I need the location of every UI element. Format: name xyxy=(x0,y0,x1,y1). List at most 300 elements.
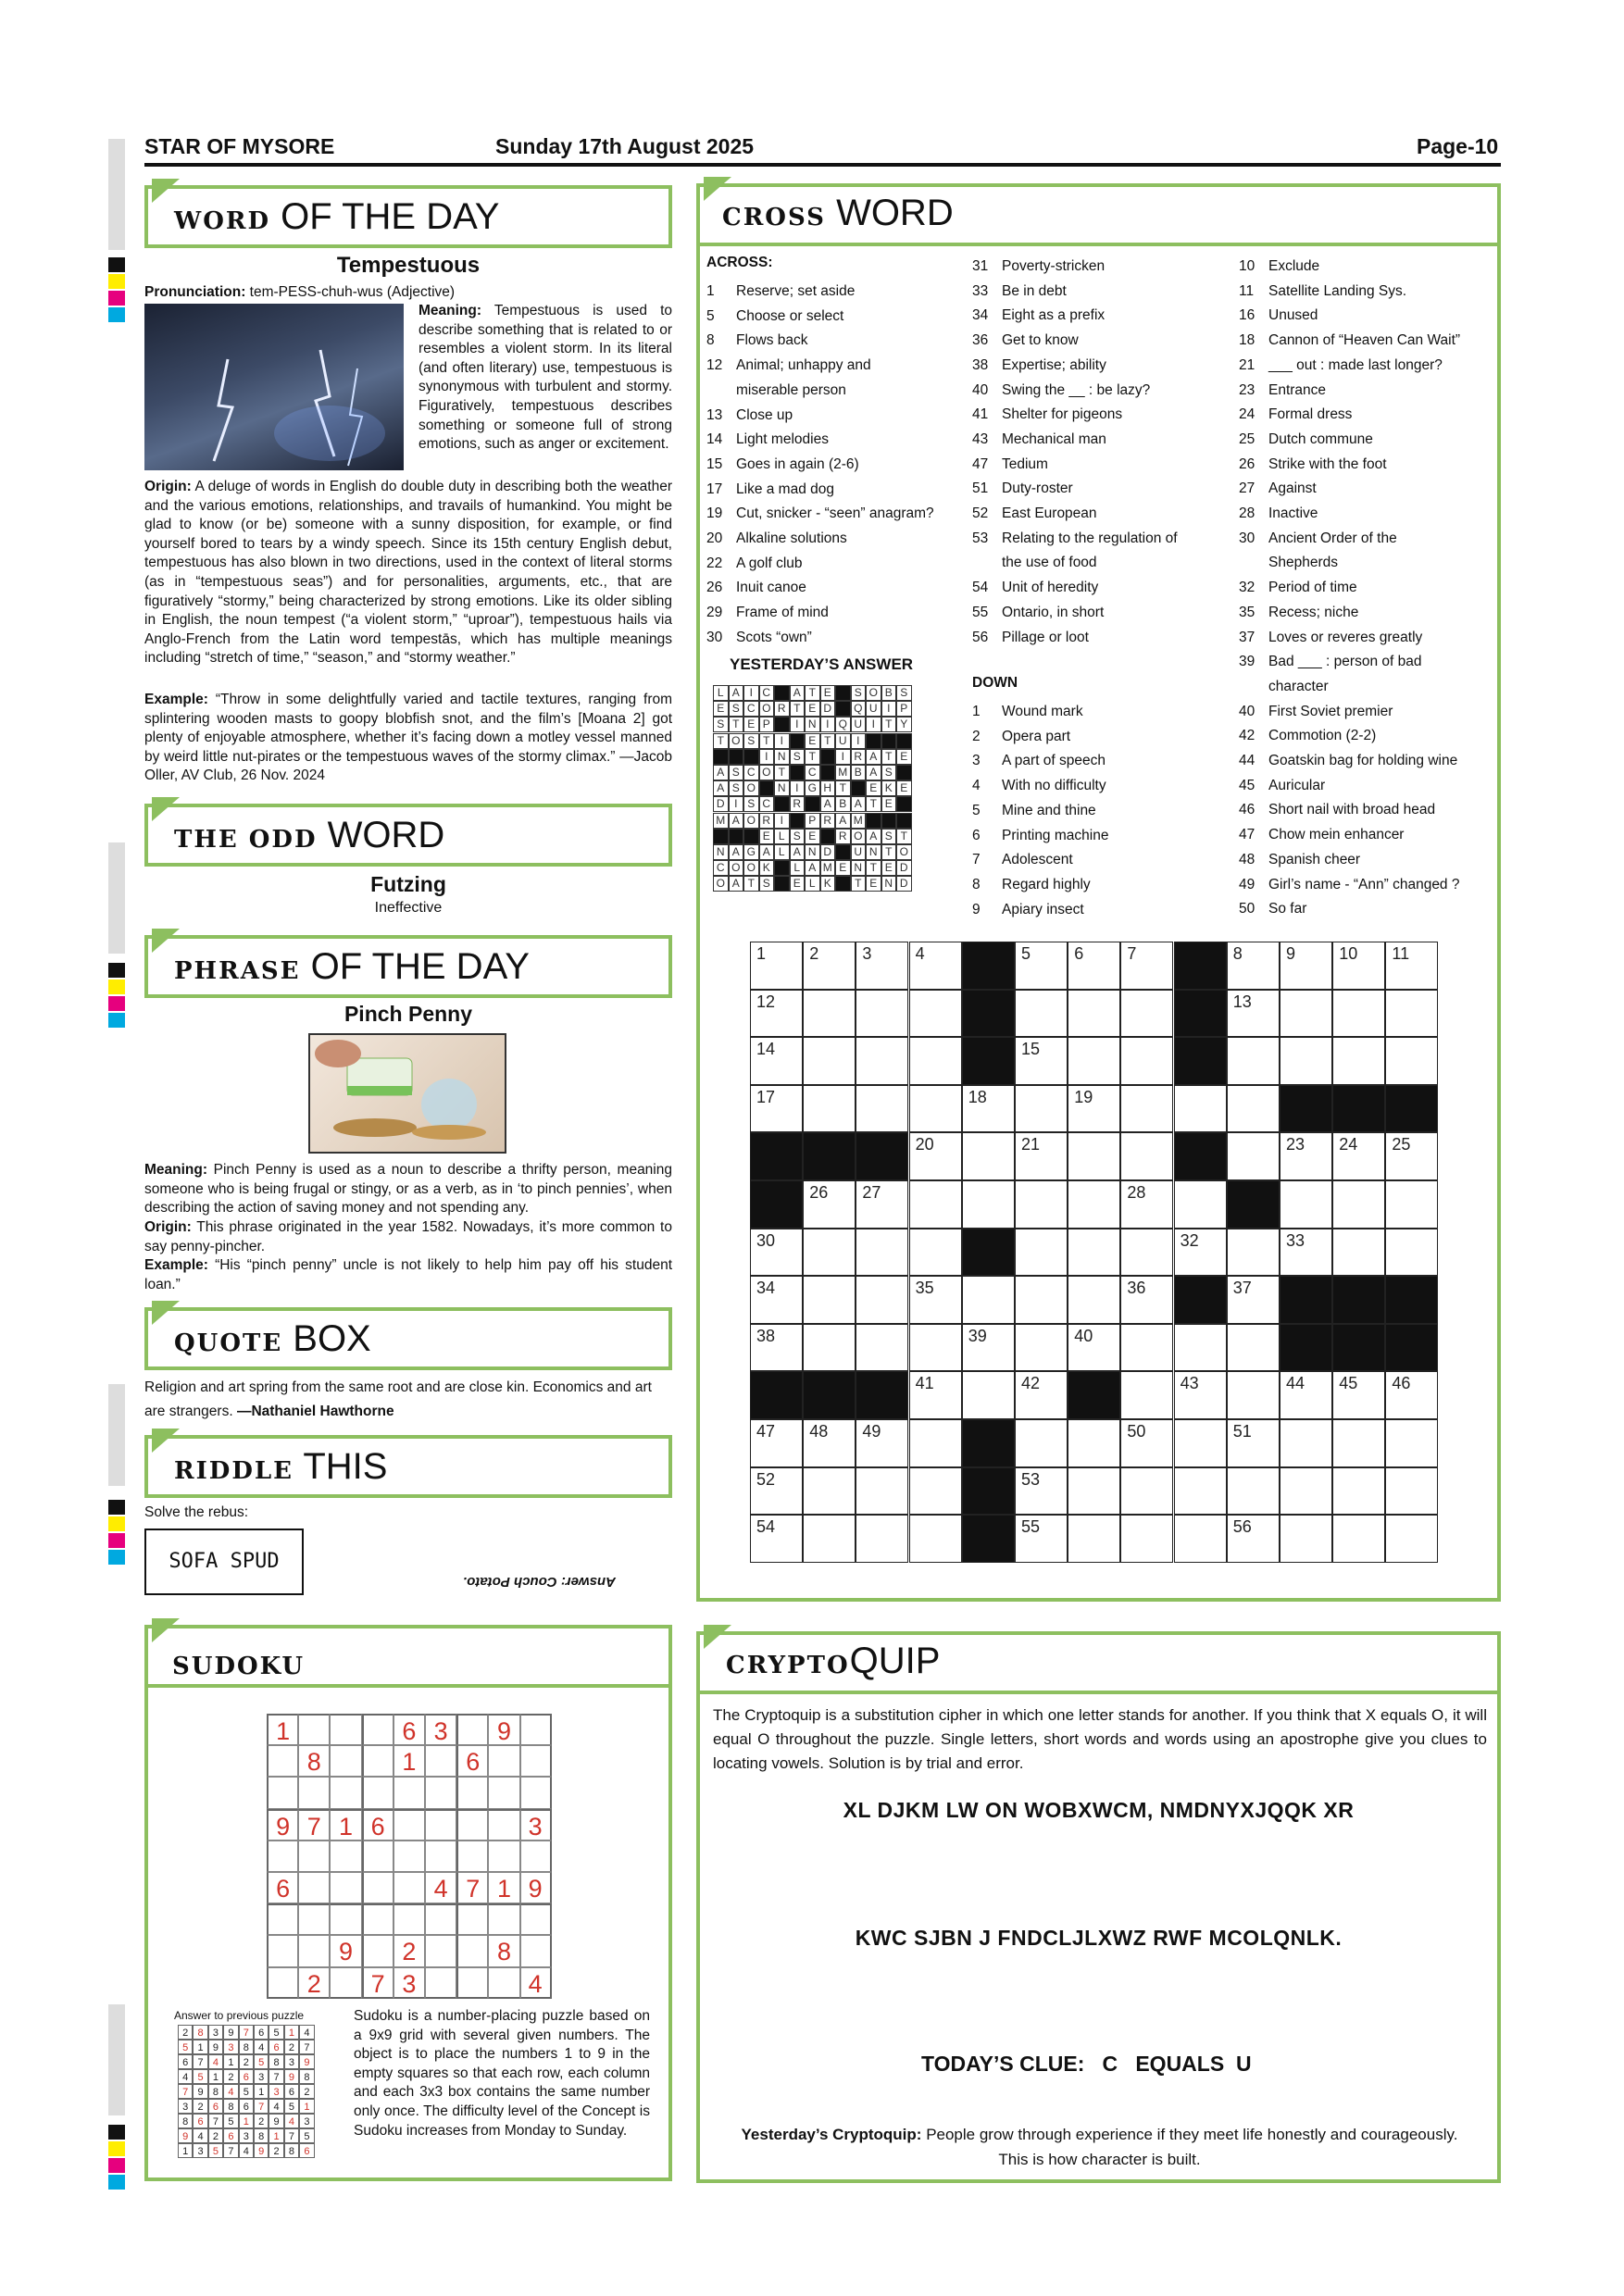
crossword-cell[interactable]: 8 xyxy=(1227,942,1280,990)
sudoku-cell[interactable] xyxy=(456,1777,488,1808)
answer-cell: S xyxy=(743,733,759,749)
previous-answer-cell: 1 xyxy=(208,2069,223,2084)
answer-cell: A xyxy=(805,860,820,876)
crossword-cell[interactable]: 48 xyxy=(803,1419,856,1467)
crossword-cell[interactable]: 56 xyxy=(1227,1515,1280,1563)
answer-cell: E xyxy=(881,796,897,812)
sudoku-cell[interactable] xyxy=(362,1714,394,1745)
crossword-cell[interactable] xyxy=(1068,1276,1120,1324)
clue-number: 51 xyxy=(972,480,989,497)
sudoku-cell[interactable] xyxy=(330,1967,361,1999)
sudoku-cell[interactable]: 2 xyxy=(298,1967,330,1999)
crossword-cell[interactable]: 2 xyxy=(803,942,856,990)
crossword-cell[interactable] xyxy=(1068,1467,1120,1516)
sudoku-cell[interactable] xyxy=(394,1903,425,1935)
crossword-cell[interactable] xyxy=(962,1180,1015,1229)
clue-number: 38 xyxy=(972,356,989,373)
crossword-cell[interactable] xyxy=(1120,1037,1173,1085)
crossword-cell[interactable] xyxy=(1280,990,1332,1038)
crossword-cell[interactable] xyxy=(1332,1180,1385,1229)
answer-cell: S xyxy=(881,765,897,780)
crossword-cell[interactable]: 5 xyxy=(1015,942,1068,990)
crossword-cell[interactable] xyxy=(803,1276,856,1324)
crossword-cell[interactable] xyxy=(1015,990,1068,1038)
sudoku-cell[interactable]: 1 xyxy=(267,1714,298,1745)
sudoku-cell[interactable] xyxy=(330,1745,361,1777)
crossword-cell[interactable]: 25 xyxy=(1385,1132,1438,1180)
clue-text: Unit of heredity xyxy=(1002,580,1099,596)
crossword-cell[interactable]: 9 xyxy=(1280,942,1332,990)
sudoku-cell[interactable] xyxy=(330,1841,361,1872)
clue-text: Against xyxy=(1268,480,1317,497)
sudoku-cell[interactable] xyxy=(362,1777,394,1808)
sudoku-cell[interactable]: 6 xyxy=(394,1714,425,1745)
crossword-cell[interactable] xyxy=(909,990,962,1038)
answer-block xyxy=(774,860,790,876)
clue-text: Unused xyxy=(1268,307,1318,324)
crossword-cell[interactable] xyxy=(1120,1229,1173,1277)
crossword-cell[interactable]: 7 xyxy=(1120,942,1173,990)
crossword-cell[interactable]: 23 xyxy=(1280,1132,1332,1180)
sudoku-cell[interactable] xyxy=(298,1777,330,1808)
crossword-cell[interactable]: 39 xyxy=(962,1324,1015,1372)
crossword-cell[interactable] xyxy=(1227,1085,1280,1133)
sudoku-cell[interactable] xyxy=(520,1777,552,1808)
crossword-cell[interactable]: 43 xyxy=(1174,1371,1227,1419)
answer-cell: I xyxy=(866,717,881,732)
sudoku-cell[interactable]: 6 xyxy=(362,1809,394,1841)
crossword-cell[interactable]: 26 xyxy=(803,1180,856,1229)
crossword-cell[interactable] xyxy=(1174,1419,1227,1467)
crossword-cell[interactable] xyxy=(1332,1515,1385,1563)
crossword-cell[interactable] xyxy=(1227,1371,1280,1419)
answer-cell: T xyxy=(866,796,881,812)
crossword-cell[interactable] xyxy=(1015,1229,1068,1277)
crossword-cell[interactable] xyxy=(856,1276,908,1324)
sudoku-cell[interactable]: 3 xyxy=(394,1967,425,1999)
crossword-cell[interactable] xyxy=(909,1467,962,1516)
crossword-cell[interactable] xyxy=(1280,1180,1332,1229)
crossword-cell[interactable]: 18 xyxy=(962,1085,1015,1133)
sudoku-cell[interactable] xyxy=(298,1841,330,1872)
crossword-cell[interactable] xyxy=(962,1371,1015,1419)
color-swatch xyxy=(108,1533,125,1548)
crossword-cell[interactable] xyxy=(1015,1085,1068,1133)
sudoku-cell[interactable] xyxy=(298,1714,330,1745)
crossword-cell[interactable]: 27 xyxy=(856,1180,908,1229)
answer-cell: N xyxy=(851,860,867,876)
crossword-cell[interactable] xyxy=(803,1515,856,1563)
sudoku-cell[interactable] xyxy=(330,1714,361,1745)
crossword-cell[interactable]: 14 xyxy=(750,1037,803,1085)
crossword-block xyxy=(1332,1276,1385,1324)
crossword-cell[interactable] xyxy=(1332,990,1385,1038)
sudoku-cell[interactable]: 7 xyxy=(298,1809,330,1841)
crossword-cell[interactable] xyxy=(1174,1085,1227,1133)
crossword-cell[interactable] xyxy=(909,1324,962,1372)
sudoku-cell[interactable] xyxy=(394,1777,425,1808)
word-origin: Origin: A deluge of words in English do double duty in describing both the weather and the various emotions, relationships, and travails of humankind. You might be glad to know (or be) someone with a sunny disposition, for example, or find yourself bored to tears by a windy speech. Since its 15th century English debut, tempestuous has also blown in two directions, used in the context of literal storms (as in “tempestuous seas”) and for personalities, arguments, etc., that are figuratively “stormy,” being characterized by strong emotions. Like its older sibling in English, the noun tempest (“a violent storm,” “uproar”), tempestuous hails via Anglo-French from the Latin word tempestās, which has multiple meanings including “stretch of time,” “season,” and “stormy weather.” xyxy=(144,479,673,667)
crossword-cell[interactable] xyxy=(803,1037,856,1085)
crossword-cell[interactable] xyxy=(856,1037,908,1085)
clue-number: 55 xyxy=(972,604,989,620)
sudoku-cell[interactable] xyxy=(456,1903,488,1935)
crossword-cell[interactable] xyxy=(1120,990,1173,1038)
crossword-cell[interactable] xyxy=(856,1515,908,1563)
crossword-cell[interactable] xyxy=(1015,1419,1068,1467)
sudoku-cell[interactable] xyxy=(394,1809,425,1841)
clue-text: Relating to the regulation of xyxy=(1002,530,1178,546)
crossword-cell[interactable] xyxy=(856,1229,908,1277)
crossword-cell[interactable] xyxy=(1120,1371,1173,1419)
previous-answer-cell: 9 xyxy=(193,2084,207,2099)
crossword-cell[interactable] xyxy=(1332,1037,1385,1085)
clue-item xyxy=(972,354,1106,379)
crossword-cell[interactable] xyxy=(856,1467,908,1516)
sudoku-cell[interactable] xyxy=(267,1777,298,1808)
clue-number: 29 xyxy=(706,605,723,621)
crossword-cell[interactable] xyxy=(1227,1324,1280,1372)
sudoku-cell[interactable] xyxy=(425,1903,456,1935)
crossword-cell[interactable]: 6 xyxy=(1068,942,1120,990)
clue-item xyxy=(972,255,1105,280)
crossword-cell[interactable] xyxy=(1015,1324,1068,1372)
crossword-cell[interactable] xyxy=(803,1324,856,1372)
crossword-cell[interactable] xyxy=(1120,1085,1173,1133)
sudoku-cell[interactable]: 3 xyxy=(520,1809,552,1841)
answer-block xyxy=(881,813,897,829)
crossword-cell[interactable] xyxy=(1280,1419,1332,1467)
crossword-cell[interactable] xyxy=(803,1085,856,1133)
sudoku-cell[interactable]: 1 xyxy=(488,1872,519,1903)
sudoku-cell[interactable] xyxy=(488,1841,519,1872)
crossword-cell[interactable] xyxy=(1015,1180,1068,1229)
sudoku-cell[interactable]: 9 xyxy=(330,1935,361,1966)
sudoku-cell[interactable] xyxy=(298,1872,330,1903)
crossword-cell[interactable] xyxy=(909,1229,962,1277)
clue-number: 26 xyxy=(1239,455,1255,472)
crossword-cell[interactable]: 41 xyxy=(909,1371,962,1419)
crossword-cell[interactable] xyxy=(909,1419,962,1467)
sudoku-cell[interactable]: 2 xyxy=(394,1935,425,1966)
answer-cell: S xyxy=(881,829,897,844)
sudoku-cell[interactable] xyxy=(425,1967,456,1999)
crossword-cell[interactable] xyxy=(1280,1037,1332,1085)
sudoku-cell[interactable]: 3 xyxy=(425,1714,456,1745)
crossword-cell[interactable] xyxy=(1068,1132,1120,1180)
crossword-cell[interactable]: 12 xyxy=(750,990,803,1038)
crossword-cell[interactable] xyxy=(1068,1419,1120,1467)
registration-strip-3 xyxy=(108,1384,125,1486)
clue-number: 52 xyxy=(972,505,989,521)
sudoku-cell[interactable] xyxy=(488,1777,519,1808)
sudoku-cell[interactable] xyxy=(362,1745,394,1777)
crossword-cell[interactable]: 4 xyxy=(909,942,962,990)
clue-text: Wound mark xyxy=(1002,704,1083,719)
crossword-cell[interactable]: 20 xyxy=(909,1132,962,1180)
clue-text: Chow mein enhancer xyxy=(1268,827,1405,843)
sudoku-cell[interactable] xyxy=(267,1841,298,1872)
previous-answer-cell: 2 xyxy=(284,2040,299,2054)
crossword-cell[interactable] xyxy=(1332,1467,1385,1516)
crossword-cell[interactable]: 11 xyxy=(1385,942,1438,990)
sudoku-cell[interactable]: 1 xyxy=(330,1809,361,1841)
crossword-cell[interactable]: 15 xyxy=(1015,1037,1068,1085)
crossword-cell[interactable] xyxy=(1174,1467,1227,1516)
sudoku-cell[interactable] xyxy=(456,1841,488,1872)
crossword-cell[interactable] xyxy=(1068,1037,1120,1085)
sudoku-cell[interactable] xyxy=(394,1841,425,1872)
registration-strip-4 xyxy=(108,2004,125,2115)
sudoku-cell[interactable] xyxy=(520,1841,552,1872)
clue-item xyxy=(706,379,846,404)
color-swatch xyxy=(108,963,125,978)
sudoku-cell[interactable] xyxy=(330,1903,361,1935)
sudoku-cell[interactable]: 9 xyxy=(488,1714,519,1745)
sudoku-cell[interactable] xyxy=(267,1745,298,1777)
crossword-cell[interactable] xyxy=(1385,1180,1438,1229)
crossword-cell[interactable]: 55 xyxy=(1015,1515,1068,1563)
crossword-cell[interactable] xyxy=(803,990,856,1038)
sudoku-cell[interactable] xyxy=(425,1777,456,1808)
crossword-cell[interactable] xyxy=(1385,1515,1438,1563)
previous-answer-grid xyxy=(178,2025,315,2158)
crossword-cell[interactable]: 50 xyxy=(1120,1419,1173,1467)
sudoku-cell[interactable] xyxy=(456,1935,488,1966)
crossword-cell[interactable] xyxy=(962,1132,1015,1180)
crossword-cell[interactable]: 19 xyxy=(1068,1085,1120,1133)
answer-cell: R xyxy=(851,749,867,765)
crossword-cell[interactable] xyxy=(1068,990,1120,1038)
crossword-cell[interactable]: 46 xyxy=(1385,1371,1438,1419)
answer-cell: D xyxy=(896,876,912,892)
crossword-cell[interactable] xyxy=(1385,1229,1438,1277)
sudoku-cell[interactable] xyxy=(394,1872,425,1903)
sudoku-cell[interactable] xyxy=(456,1809,488,1841)
sudoku-cell[interactable]: 4 xyxy=(520,1967,552,1999)
crossword-cell[interactable] xyxy=(803,1467,856,1516)
crossword-cell[interactable] xyxy=(962,1276,1015,1324)
sudoku-cell[interactable] xyxy=(362,1903,394,1935)
crossword-cell[interactable]: 45 xyxy=(1332,1371,1385,1419)
crossword-cell[interactable] xyxy=(1068,1229,1120,1277)
sudoku-cell[interactable] xyxy=(267,1967,298,1999)
clue-text: Spanish cheer xyxy=(1268,851,1361,867)
crossword-cell[interactable] xyxy=(909,1037,962,1085)
sudoku-cell[interactable] xyxy=(456,1714,488,1745)
sudoku-cell[interactable] xyxy=(520,1714,552,1745)
clue-item xyxy=(1239,576,1357,601)
clue-item xyxy=(1239,724,1376,749)
crossword-cell[interactable]: 1 xyxy=(750,942,803,990)
crossword-cell[interactable] xyxy=(1174,1324,1227,1372)
crossword-cell[interactable] xyxy=(803,1229,856,1277)
answer-block xyxy=(896,813,912,829)
crossword-cell[interactable] xyxy=(1120,1132,1173,1180)
previous-answer-cell: 5 xyxy=(223,2114,238,2128)
clue-number: 46 xyxy=(1239,802,1255,818)
clue-item xyxy=(972,527,1178,552)
clue-text: Opera part xyxy=(1002,728,1071,744)
crossword-cell[interactable] xyxy=(1385,1037,1438,1085)
sudoku-cell[interactable] xyxy=(456,1967,488,1999)
crossword-block xyxy=(1280,1085,1332,1133)
sudoku-cell[interactable] xyxy=(362,1935,394,1966)
sudoku-cell[interactable]: 6 xyxy=(456,1745,488,1777)
clue-text: Be in debt xyxy=(1002,282,1067,299)
previous-answer-cell: 8 xyxy=(269,2054,283,2069)
crossword-cell[interactable]: 51 xyxy=(1227,1419,1280,1467)
crossword-cell[interactable]: 30 xyxy=(750,1229,803,1277)
sudoku-cell[interactable]: 1 xyxy=(394,1745,425,1777)
crossword-cell[interactable] xyxy=(1385,1467,1438,1516)
clue-text: Animal; unhappy and xyxy=(736,357,871,374)
crossword-cell[interactable]: 47 xyxy=(750,1419,803,1467)
clue-item xyxy=(972,824,1108,849)
sudoku-cell[interactable] xyxy=(488,1903,519,1935)
crossword-cell[interactable]: 42 xyxy=(1015,1371,1068,1419)
clue-number: 22 xyxy=(706,555,723,571)
sudoku-cell[interactable] xyxy=(298,1903,330,1935)
crossword-cell[interactable]: 32 xyxy=(1174,1229,1227,1277)
crossword-cell[interactable] xyxy=(856,1085,908,1133)
sudoku-cell[interactable] xyxy=(425,1809,456,1841)
answer-cell: E xyxy=(835,860,851,876)
crossword-cell[interactable] xyxy=(1068,1180,1120,1229)
crossword-cell[interactable]: 54 xyxy=(750,1515,803,1563)
sudoku-cell[interactable]: 9 xyxy=(267,1809,298,1841)
answer-cell: L xyxy=(713,685,729,701)
previous-answer-cell: 2 xyxy=(254,2114,269,2128)
crossword-cell[interactable] xyxy=(1174,1180,1227,1229)
crossword-cell[interactable] xyxy=(1332,1229,1385,1277)
sudoku-cell[interactable]: 9 xyxy=(520,1872,552,1903)
clue-text: Printing machine xyxy=(1002,827,1109,843)
clue-item xyxy=(706,576,806,601)
crossword-cell[interactable] xyxy=(1280,1467,1332,1516)
sudoku-cell[interactable]: 8 xyxy=(488,1935,519,1966)
clue-text: Short nail with broad head xyxy=(1268,802,1436,818)
sudoku-cell[interactable] xyxy=(520,1903,552,1935)
crossword-cell[interactable]: 38 xyxy=(750,1324,803,1372)
sudoku-cell[interactable]: 8 xyxy=(298,1745,330,1777)
clue-number: 8 xyxy=(972,876,981,892)
sudoku-cell[interactable] xyxy=(267,1903,298,1935)
crossword-cell[interactable] xyxy=(1332,1419,1385,1467)
sudoku-cell[interactable] xyxy=(298,1935,330,1966)
previous-answer-cell: 8 xyxy=(239,2040,254,2054)
previous-answer-cell: 8 xyxy=(208,2084,223,2099)
crossword-cell[interactable]: 13 xyxy=(1227,990,1280,1038)
crossword-cell[interactable] xyxy=(1227,1467,1280,1516)
sudoku-cell[interactable] xyxy=(330,1777,361,1808)
crossword-cell[interactable] xyxy=(1015,1276,1068,1324)
crossword-cell[interactable]: 40 xyxy=(1068,1324,1120,1372)
answer-cell: U xyxy=(851,844,867,860)
crossword-cell[interactable] xyxy=(1174,1515,1227,1563)
sudoku-cell[interactable] xyxy=(362,1872,394,1903)
crossword-cell[interactable] xyxy=(1120,1324,1173,1372)
crossword-cell[interactable] xyxy=(909,1515,962,1563)
crossword-cell[interactable]: 53 xyxy=(1015,1467,1068,1516)
clue-item xyxy=(706,626,812,651)
crossword-cell[interactable] xyxy=(1120,1467,1173,1516)
crossword-cell[interactable] xyxy=(1227,1132,1280,1180)
crossword-cell[interactable]: 49 xyxy=(856,1419,908,1467)
crossword-cell[interactable]: 24 xyxy=(1332,1132,1385,1180)
answer-cell: O xyxy=(743,860,759,876)
crossword-cell[interactable] xyxy=(856,990,908,1038)
crossword-cell[interactable] xyxy=(1385,1419,1438,1467)
sudoku-cell[interactable] xyxy=(488,1809,519,1841)
sudoku-cell[interactable] xyxy=(488,1745,519,1777)
crossword-cell[interactable] xyxy=(1227,1037,1280,1085)
crossword-cell[interactable] xyxy=(1120,1515,1173,1563)
phrase-origin: Origin: This phrase originated in the year 1582. Nowadays, it’s more common to say penny-pincher. xyxy=(144,1219,672,1254)
sudoku-cell[interactable] xyxy=(425,1745,456,1777)
crossword-cell[interactable] xyxy=(909,1180,962,1229)
sudoku-description: Sudoku is a number-placing puzzle based on a 9x9 grid with several given numbers. The object is to place the numbers 1 to 9 in the empty squares so that each row, each column and each 3x3 box contains the same number only once. The difficulty level of the Concept is Sudoku increases from Monday to Sunday. xyxy=(354,2008,650,2139)
clue-number: 56 xyxy=(972,629,989,645)
sudoku-cell[interactable]: 4 xyxy=(425,1872,456,1903)
sudoku-cell[interactable]: 7 xyxy=(456,1872,488,1903)
crossword-cell[interactable]: 36 xyxy=(1120,1276,1173,1324)
clue-number: 42 xyxy=(1239,728,1255,744)
color-swatch xyxy=(108,1550,125,1565)
sudoku-cell[interactable] xyxy=(520,1745,552,1777)
crossword-block xyxy=(962,990,1015,1038)
sudoku-cell[interactable] xyxy=(425,1841,456,1872)
crossword-block xyxy=(962,1037,1015,1085)
crossword-cell[interactable]: 10 xyxy=(1332,942,1385,990)
crossword-cell[interactable]: 35 xyxy=(909,1276,962,1324)
crossword-cell[interactable]: 21 xyxy=(1015,1132,1068,1180)
answer-cell: R xyxy=(835,829,851,844)
crossword-cell[interactable]: 33 xyxy=(1280,1229,1332,1277)
crossword-cell[interactable]: 17 xyxy=(750,1085,803,1133)
crossword-cell[interactable]: 28 xyxy=(1120,1180,1173,1229)
crossword-cell[interactable]: 44 xyxy=(1280,1371,1332,1419)
clue-number: 24 xyxy=(1239,406,1255,423)
sudoku-cell[interactable] xyxy=(488,1967,519,1999)
previous-answer-cell: 6 xyxy=(299,2143,314,2158)
sudoku-cell[interactable] xyxy=(267,1935,298,1966)
clue-number: 10 xyxy=(1239,258,1255,274)
clue-text: miserable person xyxy=(736,381,846,398)
sudoku-cell[interactable] xyxy=(425,1935,456,1966)
crossword-cell[interactable] xyxy=(1385,990,1438,1038)
crossword-cell[interactable]: 3 xyxy=(856,942,908,990)
crossword-cell[interactable] xyxy=(909,1085,962,1133)
crossword-cell[interactable] xyxy=(856,1324,908,1372)
clue-text: Commotion (2-2) xyxy=(1268,728,1377,744)
answer-cell: A xyxy=(729,876,744,892)
crossword-cell[interactable]: 37 xyxy=(1227,1276,1280,1324)
answer-cell: R xyxy=(774,701,790,717)
previous-answer-cell: 3 xyxy=(239,2128,254,2143)
crossword-cell[interactable] xyxy=(1068,1515,1120,1563)
sudoku-cell[interactable] xyxy=(520,1935,552,1966)
crossword-cell[interactable]: 34 xyxy=(750,1276,803,1324)
crossword-cell[interactable] xyxy=(1227,1229,1280,1277)
sudoku-cell[interactable] xyxy=(330,1872,361,1903)
sudoku-cell[interactable] xyxy=(362,1841,394,1872)
sudoku-cell[interactable]: 6 xyxy=(267,1872,298,1903)
clue-text: Inactive xyxy=(1268,505,1318,521)
crossword-cell[interactable] xyxy=(1280,1515,1332,1563)
crossword-cell[interactable]: 52 xyxy=(750,1467,803,1516)
sudoku-cell[interactable]: 7 xyxy=(362,1967,394,1999)
